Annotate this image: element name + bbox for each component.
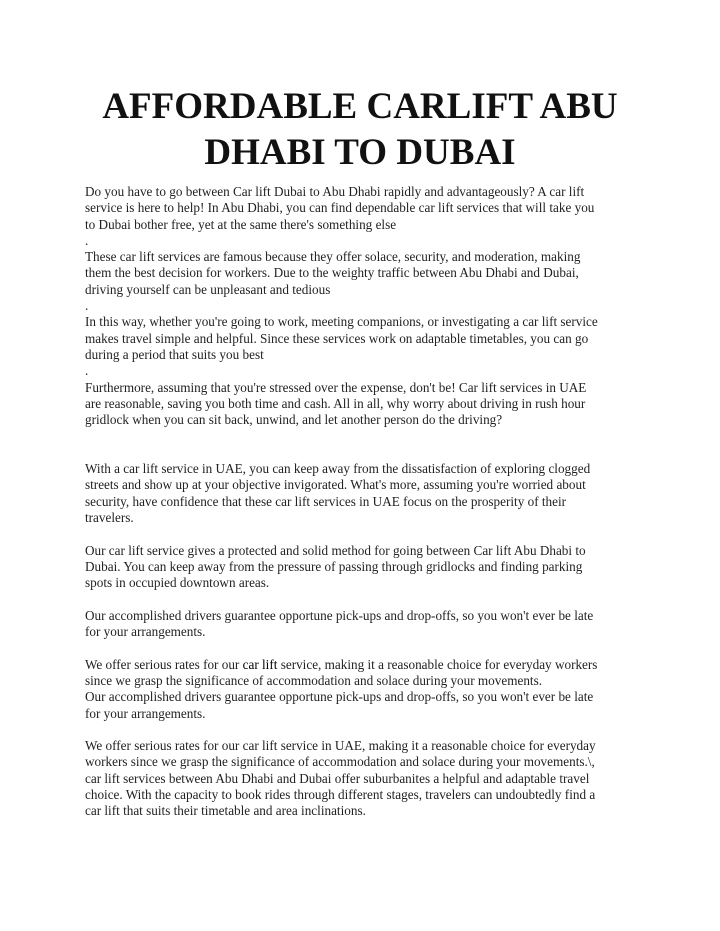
text-line: for your arrangements. — [85, 705, 206, 721]
title-line: AFFORDABLE CARLIFT ABU — [102, 86, 618, 127]
page-title — [60, 84, 660, 176]
text-segment: We offer serious rates for our — [85, 656, 243, 672]
text-line: Dubai. You can keep away from the pressure of passing through gridlocks and finding parking — [85, 558, 583, 574]
text-line: Do you have to go between Car lift Dubai to Abu Dhabi rapidly and advantageously? A car lift — [85, 184, 585, 199]
paragraph-popularity — [85, 249, 640, 298]
separator-dot: . — [85, 298, 89, 314]
text-line: makes travel simple and helpful. Since these services work on adaptable timetables, you can go — [85, 330, 589, 346]
text-line: service is here to help! In Abu Dhabi, you can find dependable car lift services that will take you — [85, 200, 595, 216]
text-line: workers since we grasp the significance of accommodation and solace during your movements.\, — [85, 754, 595, 770]
paragraph-convenience — [85, 314, 640, 363]
text-line: to Dubai bother free, yet at the same there's something else — [85, 216, 397, 232]
text-line: Our accomplished drivers guarantee opportune pick-ups and drop-offs, so you won't ever be late — [85, 689, 594, 705]
paragraph-intro — [85, 184, 640, 233]
separator-dot: . — [85, 232, 89, 248]
text-line: With a car lift service in UAE, you can keep away from the dissatisfaction of exploring clogged — [85, 461, 591, 477]
text-line: car lift services between Abu Dhabi and Dubai offer suburbanites a helpful and adaptable travel — [85, 770, 590, 786]
text-line — [85, 657, 640, 673]
text-line: security, have confidence that these car lift services in UAE focus on the prosperity of their — [85, 493, 567, 509]
text-line: gridlock when you can sit back, unwind, and let another person do the driving? — [85, 412, 503, 428]
text-line: them the best decision for workers. Due to the weighty traffic between Abu Dhabi and Dubai, — [85, 265, 579, 281]
paragraph-expense — [85, 380, 640, 429]
text-line: In this way, whether you're going to work, meeting companions, or investigating a car lift service — [85, 314, 598, 330]
text-line: Our car lift service gives a protected and solid method for going between Car lift Abu Dhabi to — [85, 542, 586, 558]
text-line: during a period that suits you best — [85, 346, 264, 362]
paragraph-security — [85, 461, 640, 526]
separator-dot: . — [85, 363, 89, 379]
paragraph-rates-uae — [85, 738, 640, 819]
car-lift-link[interactable]: car lift — [242, 656, 278, 672]
text-line: are reasonable, saving you both time and cash. All in all, why worry about driving in rush hour — [85, 395, 586, 411]
spacer — [85, 591, 640, 607]
text-line: choice. With the capacity to book rides through different stages, travelers can undoubtedly find a — [85, 786, 596, 802]
text-segment: service, making it a reasonable choice for everyday workers — [277, 656, 598, 672]
text-line: These car lift services are famous because they offer solace, security, and moderation, making — [85, 249, 581, 265]
paragraph-rates — [85, 657, 640, 722]
text-line: spots in occupied downtown areas. — [85, 575, 270, 591]
text-line: for your arrangements. — [85, 624, 206, 640]
text-line: travelers. — [85, 509, 134, 525]
paragraph-service — [85, 543, 640, 592]
text-line: We offer serious rates for our car lift service in UAE, making it a reasonable choice for everyday — [85, 738, 596, 754]
paragraph-drivers — [85, 608, 640, 641]
text-line: Our accomplished drivers guarantee opportune pick-ups and drop-offs, so you won't ever be late — [85, 607, 594, 623]
text-line: streets and show up at your objective invigorated. What's more, assuming you're worried about — [85, 477, 586, 493]
spacer — [85, 722, 640, 738]
spacer — [85, 428, 640, 461]
text-line: since we grasp the significance of accommodation and solace during your movements. — [85, 672, 543, 688]
text-line: driving yourself can be unpleasant and tedious — [85, 281, 331, 297]
spacer — [85, 526, 640, 542]
document-body — [85, 184, 640, 820]
text-line: car lift that suits their timetable and area inclinations. — [85, 803, 366, 819]
title-line: DHABI TO DUBAI — [204, 132, 516, 173]
text-line: Furthermore, assuming that you're stressed over the expense, don't be! Car lift services in UAE — [85, 379, 587, 395]
spacer — [85, 640, 640, 656]
